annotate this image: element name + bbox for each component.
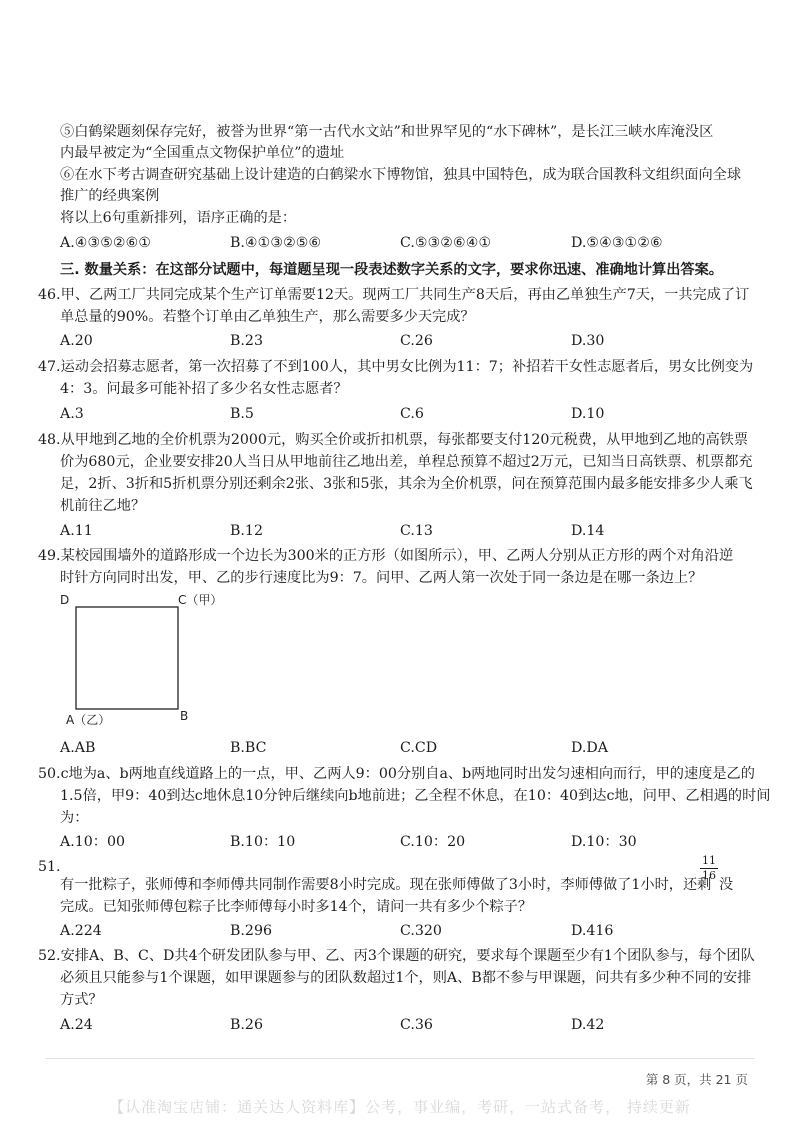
q48-line-1: 48.从甲地到乙地的全价机票为2000元，购买全价或折扣机票，每张都要支付120元税费，从甲地到乙地的高铁票 (38, 432, 749, 448)
option-a: A.④③⑤②⑥① (60, 235, 152, 251)
q49-option-d: D.DA (571, 740, 608, 756)
reorder-prompt: 将以上6句重新排列，语序正确的是： (60, 210, 297, 226)
q48-line-4: 机前往乙地？ (60, 498, 146, 514)
option-d: D.⑤④③①②⑥ (571, 235, 663, 251)
vertex-b-label: B (180, 709, 189, 723)
q49-option-b: B.BC (230, 740, 267, 756)
option-c: C.⑤③②⑥④① (400, 235, 492, 251)
option-b: B.④①③②⑤⑥ (230, 235, 322, 251)
q51-option-a: A.224 (60, 923, 102, 939)
q48-option-a: A.11 (60, 523, 93, 539)
fraction-denominator: 16 (702, 869, 716, 882)
q49-option-a: A.AB (60, 740, 96, 756)
q50-option-c: C.10：20 (400, 834, 466, 850)
vertex-d-label: D (60, 593, 70, 607)
remaining-fraction (700, 855, 718, 882)
page-number: 第 8 页，共 21 页 (645, 1072, 748, 1087)
q51-line-1-tail: 没 (719, 877, 734, 893)
q49-line-2: 时针方向同时出发，甲、乙的步行速度比为9：7。问甲、乙两人第一次处于同一条边是在哪一条边上？ (60, 570, 703, 586)
item-6-line-2: 推广的经典案例 (60, 188, 160, 204)
item-6-line-1: ⑥在水下考古调查研究基础上设计建造的白鹤梁水下博物馆，独具中国特色，成为联合国教科文组织面向全球 (60, 167, 742, 183)
vertex-c-label: C（甲） (178, 593, 223, 607)
q46-line-2: 单总量的90%。若整个订单由乙单独生产，那么需要多少天完成？ (60, 309, 475, 325)
watermark-text: 【认准淘宝店铺：通关达人资料库】公考，事业编，考研，一站式备考， 持续更新 (109, 1098, 691, 1116)
q52-option-c: C.36 (400, 1017, 433, 1033)
q47-line-1: 47.运动会招募志愿者，第一次招募了不到100人，其中男女比例为11：7；补招若干女性志愿者后，男女比例变为 (38, 359, 754, 375)
footer-divider (45, 1058, 755, 1059)
square-path (76, 607, 178, 709)
q46-option-b: B.23 (230, 333, 263, 349)
vertex-a-label: A（乙） (66, 713, 111, 727)
q52-option-d: D.42 (571, 1017, 605, 1033)
q46-option-a: A.20 (60, 333, 93, 349)
q48-option-d: D.14 (571, 523, 605, 539)
q50-line-2: 1.5倍，甲9：40到达c地休息10分钟后继续向b地前进；乙全程不休息，在10：40到达c地，问甲、乙相遇的时间 (60, 788, 771, 804)
q51-option-d: D.416 (571, 923, 614, 939)
q47-option-d: D.10 (571, 406, 605, 422)
q51-option-b: B.296 (230, 923, 273, 939)
q47-option-a: A.3 (60, 406, 84, 422)
q50-line-3: 为： (60, 810, 89, 826)
q48-line-2: 价为680元，企业要安排20人当日从甲地前往乙地出差，单程总预算不超过2万元，已知当日高铁票、机票都充 (60, 454, 753, 470)
q48-line-3: 足，2折、3折和5折机票分别还剩余2张、3张和5张，其余为全价机票，问在预算范围内最多能安排多少人乘飞 (60, 476, 753, 492)
q51-line-2: 完成。已知张师傅包粽子比李师傅每小时多14个，请问一共有多少个粽子？ (60, 899, 533, 915)
q46-option-c: C.26 (400, 333, 433, 349)
q49-option-c: C.CD (400, 740, 438, 756)
item-5-line-2: 内最早被定为“全国重点文物保护单位”的遗址 (60, 145, 345, 161)
item-5-line-1: ⑤白鹤梁题刻保存完好，被誉为世界“第一古代水文站”和世界罕见的“水下碑林”，是长江三峡水库淹没区 (60, 124, 714, 140)
q50-line-1: 50.c地为a、b两地直线道路上的一点，甲、乙两人9：00分别自a、b两地同时出发匀速相向而行，甲的速度是乙的 (38, 766, 755, 782)
q52-option-b: B.26 (230, 1017, 263, 1033)
q51-number: 51. (38, 859, 61, 875)
q51-line-1: 有一批粽子，张师傅和李师傅共同制作需要8小时完成。现在张师傅做了3小时，李师傅做了1小时，还剩 (60, 877, 712, 893)
q46-option-d: D.30 (571, 333, 605, 349)
q50-option-d: D.10：30 (571, 834, 637, 850)
q48-option-b: B.12 (230, 523, 263, 539)
fraction-numerator: 11 (702, 854, 716, 867)
section-header: 三. 数量关系：在这部分试题中，每道题呈现一段表述数字关系的文字，要求你迅速、准确地计算出答案。 (60, 262, 723, 278)
q47-option-c: C.6 (400, 406, 424, 422)
q52-line-1: 52.安排A、B、C、D共4个研发团队参与甲、乙、丙3个课题的研究，要求每个课题至少有1个团队参与，每个团队 (38, 948, 755, 964)
q52-option-a: A.24 (60, 1017, 93, 1033)
q46-line-1: 46.甲、乙两工厂共同完成某个生产订单需要12天。现两工厂共同生产8天后，再由乙单独生产7天，一共完成了订 (38, 287, 750, 303)
square-road-diagram (58, 590, 238, 730)
q52-line-3: 方式？ (60, 992, 103, 1008)
q47-option-b: B.5 (230, 406, 254, 422)
q50-option-b: B.10：10 (230, 834, 296, 850)
q48-option-c: C.13 (400, 523, 433, 539)
q52-line-2: 必须且只能参与1个课题，如甲课题参与的团队数超过1个，则A、B都不参与甲课题，问共有多少种不同的安排 (60, 970, 752, 986)
q47-line-2: 4：3。问最多可能补招了多少名女性志愿者？ (60, 381, 348, 397)
q51-option-c: C.320 (400, 923, 442, 939)
q49-line-1: 49.某校园围墙外的道路形成一个边长为300米的正方形（如图所示），甲、乙两人分别从正方形的两个对角沿逆 (38, 548, 734, 564)
q50-option-a: A.10：00 (60, 834, 126, 850)
